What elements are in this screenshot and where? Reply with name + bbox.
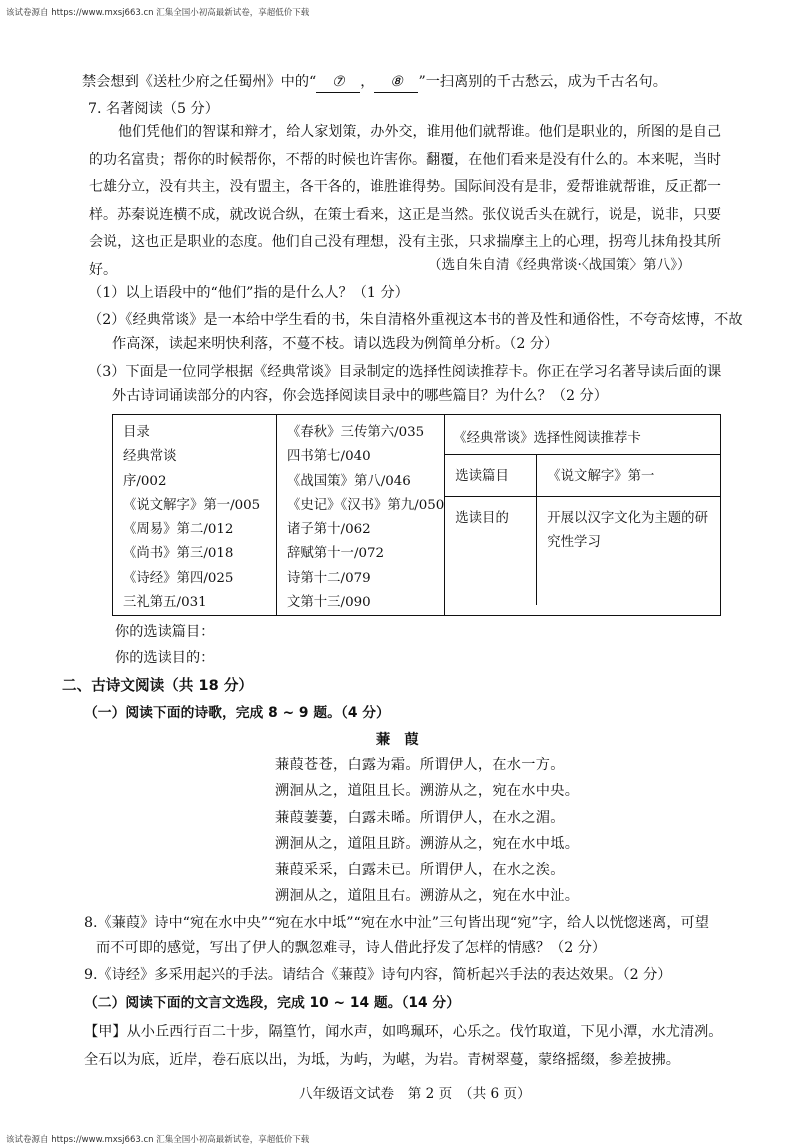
q8-line2: 而不可即的感觉，写出了伊人的飘忽难寻，诗人借此抒发了怎样的情感？（2 分） xyxy=(96,940,607,956)
row2-value: 开展以汉字文化为主题的研究性学习 xyxy=(547,511,708,550)
dir-item: 《春秋》三传第六/035 xyxy=(287,425,425,440)
directory-col1 xyxy=(113,415,277,616)
row2-key: 选读目的 xyxy=(445,497,537,605)
poem-body xyxy=(275,752,579,910)
dir-item: 《战国策》第八/046 xyxy=(287,473,411,489)
recommend-row-pianmu xyxy=(445,455,720,497)
answer-mudi: 你的选读目的： xyxy=(115,650,215,666)
top-line-post: ”一扫离别的千古愁云，成为千古名句。 xyxy=(418,74,667,90)
row1-key: 选读篇目 xyxy=(445,455,537,496)
q7-sub3-line1: （3）下面是一位同学根据《经典常谈》目录制定的选择性阅读推荐卡。你正在学习名著导读后面的课 xyxy=(88,364,722,380)
dir-item: 三礼第五/031 xyxy=(123,595,207,611)
jia-line1: 【甲】从小丘西行百二十步，隔篁竹，闻水声，如鸣珮环，心乐之。伐竹取道，下见小潭，水尤清冽。 xyxy=(84,1024,723,1040)
top-line-pre: 禁会想到《送杜少府之任蜀州》中的“ xyxy=(82,74,317,90)
dir-item: 四书第七/040 xyxy=(287,449,371,465)
poem-line: 蒹葭萋萋，白露未晞。所谓伊人，在水之湄。 xyxy=(275,809,565,826)
answer-pianmu: 你的选读篇目： xyxy=(115,624,215,640)
header-watermark: 该试卷源自 https://www.mxsj663.cn 汇集全国小初高最新试卷，享超低价下载 xyxy=(6,8,310,18)
dir-item: 辞赋第十一/072 xyxy=(287,546,385,562)
dir-item: 诗第十二/079 xyxy=(287,570,371,586)
dir-item: 《周易》第二/012 xyxy=(123,522,234,538)
dir-item: 序/002 xyxy=(123,473,167,489)
recommend-card-title: 《经典常谈》选择性阅读推荐卡 xyxy=(445,415,720,455)
row1-value: 《说文解字》第一 xyxy=(547,469,655,484)
directory-table xyxy=(112,414,721,616)
q7-sub3-line2: 外古诗词诵读部分的内容，你会选择阅读目录中的哪些篇目？为什么？（2 分） xyxy=(112,388,608,404)
dir-item: 《诗经》第四/025 xyxy=(123,570,234,586)
q9: 9.《诗经》多采用起兴的手法。请结合《蒹葭》诗句内容，简析起兴手法的表达效果。（2 分） xyxy=(84,967,672,983)
poem-line: 溯洄从之，道阻且右。溯游从之，宛在水中沚。 xyxy=(275,888,580,905)
section2-part2: （二）阅读下面的文言文选段，完成 10 ~ 14 题。（14 分） xyxy=(84,995,461,1011)
dir-item: 诸子第十/062 xyxy=(287,522,371,538)
q7-sub2-line1: （2）《经典常谈》是一本给中学生看的书，朱自清格外重视这本书的普及性和通俗性，不夸奇炫博，不故 xyxy=(88,312,743,328)
footer-watermark: 该试卷源自 https://www.mxsj663.cn 汇集全国小初高最新试卷，享超低价下载 xyxy=(6,1135,310,1145)
q7-title: 7. 名著阅读（5 分） xyxy=(88,101,219,117)
dir-item: 目录 xyxy=(123,425,150,440)
q7-passage: 他们凭他们的智谋和辩才，给人家划策，办外交，谁用他们就帮谁。他们是职业的，所图的是自己的功名富贵；帮你的时候帮你，不帮的时候也许害你。翻覆，在他们看来是没有什么的。本来呢，当时七雄分立，没有共主，没有盟主，各干各的，谁胜谁得势。国际间没有是非，爱帮谁就帮谁，反正都一样。苏秦说连横不成，就改说合纵，在策士看来，这正是当然。张仪说舌头在就行，说是，说非，只要会说，这也正是职业的态度。他们自己没有理想，没有主张，只求揣摩主上的心理，拐弯儿抹角投其所好。 xyxy=(89,124,721,278)
recommend-card xyxy=(445,415,721,616)
page-footer: 八年级语文试卷 第 2 页 （共 6 页） xyxy=(299,1086,531,1102)
top-line xyxy=(82,72,667,93)
q8-line1: 8.《蒹葭》诗中“宛在水中央”“宛在水中坻”“宛在水中沚”三句皆出现“宛”字，给人以恍惚迷离，可望 xyxy=(84,915,709,931)
blank-8: ⑧ xyxy=(374,72,418,93)
dir-item: 《史记》《汉书》第九/050 xyxy=(287,497,445,513)
jia-line2: 全石以为底，近岸，卷石底以出，为坻，为屿，为嵁，为岩。青树翠蔓，蒙络摇缀，参差披拂。 xyxy=(84,1052,680,1068)
dir-item: 《尚书》第三/018 xyxy=(123,546,234,562)
q7-sub1: （1）以上语段中的“他们”指的是什么人？（1 分） xyxy=(88,285,409,301)
dir-item: 经典常谈 xyxy=(123,449,177,465)
section2-title: 二、古诗文阅读（共 18 分） xyxy=(62,677,254,694)
dir-item: 文第十三/090 xyxy=(287,595,371,611)
section2-part1: （一）阅读下面的诗歌，完成 8 ~ 9 题。（4 分） xyxy=(84,705,390,721)
dir-item: 《说文解字》第一/005 xyxy=(123,497,261,513)
poem-title: 蒹 葭 xyxy=(376,732,419,748)
poem-line: 蒹葭苍苍，白露为霜。所谓伊人，在水一方。 xyxy=(275,757,565,773)
q7-source: （选自朱自清《经典常谈·〈战国策〉第八》） xyxy=(428,257,691,273)
poem-line: 蒹葭采采，白露未已。所谓伊人，在水之涘。 xyxy=(275,862,565,879)
q7-sub2-line2: 作高深，读起来明快利落，不蔓不枝。请以选段为例简单分析。（2 分） xyxy=(112,336,559,352)
poem-line: 溯洄从之，道阻且长。溯游从之，宛在水中央。 xyxy=(275,783,580,800)
directory-col2 xyxy=(277,415,445,616)
poem-line: 溯洄从之，道阻且跻。溯游从之，宛在水中坻。 xyxy=(275,835,580,852)
top-line-sep: ， xyxy=(360,74,375,90)
recommend-row-mudi xyxy=(445,497,720,605)
blank-7: ⑦ xyxy=(316,72,360,93)
